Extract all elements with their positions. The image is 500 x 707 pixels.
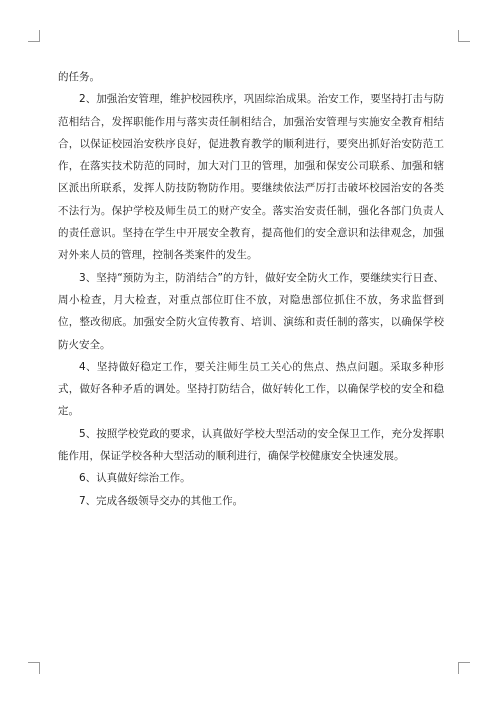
document-body <box>58 66 444 512</box>
paragraph-item-5: 5、按照学校党政的要求，认真做好学校大型活动的安全保卫工作，充分发挥职能作用，保证学校各种大型活动的顺利进行，确保学校健康安全快速发展。 <box>58 427 444 463</box>
crop-mark-bottom-left <box>28 662 40 674</box>
paragraph-item-2: 2、加强治安管理，维护校园秩序，巩固综治成果。治安工作，要坚持打击与防范相结合，发挥职能作用与落实责任制相结合，加强治安管理与实施安全教育相结合，以保证校园治安秩序良好，促进教育教学的顺利进行，要突出抓好治安防范工作，在落实技术防范的同时，加大对门卫的管理，加强和保安公司联系、加强和辖区派出所联系，发挥人防技防物防作用。要继续依法严厉打击破坏校园治安的各类不法行为。保护学校及师生员工的财产安全。落实治安责任制，强化各部门负责人的责任意识。坚持在学生中开展安全教育，提高他们的安全意识和法律观念，加强对外来人员的管理，控制各类案件的发生。 <box>58 93 444 262</box>
crop-mark-top-right <box>458 30 470 42</box>
paragraph-item-6: 6、认真做好综治工作。 <box>79 472 191 485</box>
crop-mark-top-left <box>28 30 40 42</box>
paragraph-item-7: 7、完成各级领导交办的其他工作。 <box>79 494 244 507</box>
paragraph-item-3: 3、坚持“预防为主，防消结合”的方针，做好安全防火工作，要继续实行日查、周小检查，月大检查，对重点部位盯住不放，对隐患部位抓住不放，务求监督到位，整改彻底。加强安全防火宣传教育、培训、演练和责任制的落实，以确保学校防火安全。 <box>58 271 444 351</box>
paragraph-continuation: 的任务。 <box>58 71 100 83</box>
paragraph-item-4: 4、坚持做好稳定工作，要关注师生员工关心的焦点、热点问题。采取多种形式，做好各种矛盾的调处。坚持打防结合，做好转化工作，以确保学校的安全和稳定。 <box>58 360 444 418</box>
crop-mark-bottom-right <box>458 662 470 674</box>
